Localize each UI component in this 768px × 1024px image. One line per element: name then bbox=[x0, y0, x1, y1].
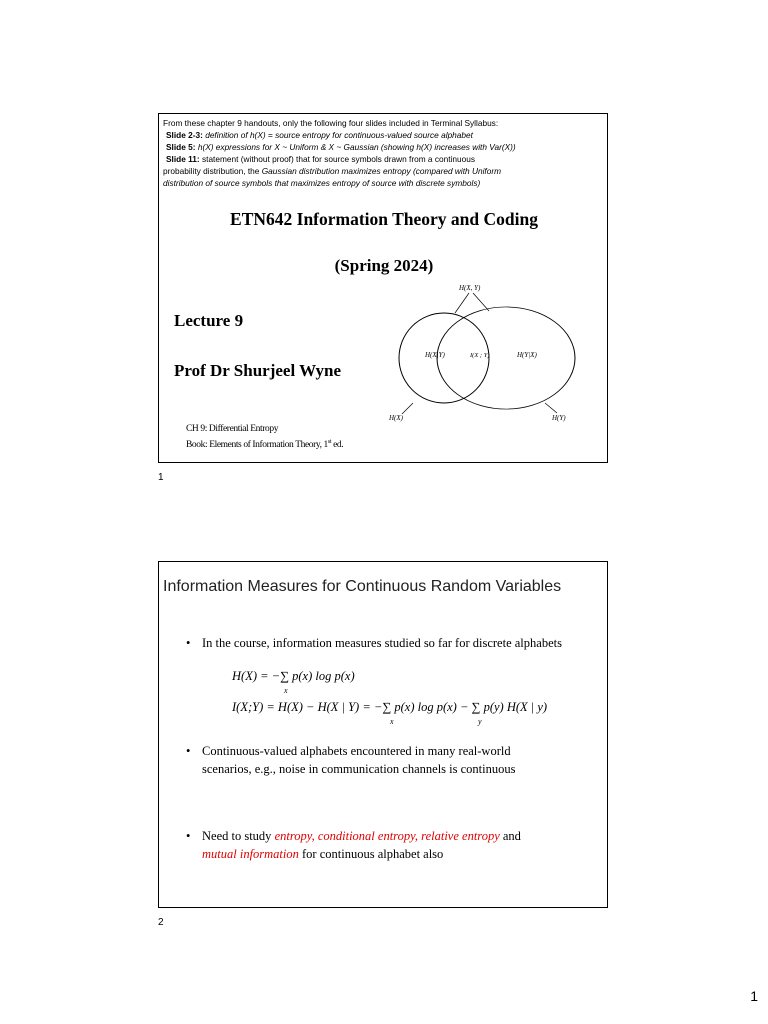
venn-circle-y bbox=[437, 307, 575, 409]
venn-diagram bbox=[389, 281, 589, 426]
note-item-3: Slide 11: statement (without proof) that for source symbols drawn from a continuous bbox=[166, 154, 475, 164]
slide-2: Information Measures for Continuous Random Variables • In the course, information measures studied so far for discrete alphabets H(X) = −∑ p(x) log p(x) x I(X;Y) = H(X) − H(X | Y) = −∑ p(x) log p(x) − ∑ p(y) H(X | y) x y • Continuous-valued alphabets encountered in many real-world scenarios, e.g., noise in communication channels is continuous • Need to study entropy, conditional entropy, relative entropy and mutual information for continuous alphabet also bbox=[158, 561, 608, 908]
note-item-1: Slide 2-3: definition of h(X) = source entropy for continuous-valued source alphabet bbox=[166, 130, 473, 140]
venn-label-left: H(X|Y) bbox=[425, 351, 445, 359]
chapter-line: CH 9: Differential Entropy bbox=[186, 424, 279, 434]
venn-arrow-hy bbox=[545, 403, 557, 413]
syllabus-note bbox=[163, 117, 603, 189]
note-item-3-line-2: probability distribution, the Gaussian distribution maximizes entropy (compared with Uniform bbox=[163, 166, 502, 176]
venn-arrow-right bbox=[473, 293, 489, 311]
professor-name: Prof Dr Shurjeel Wyne bbox=[174, 361, 341, 380]
emphasis-mutual-information: mutual information bbox=[202, 847, 299, 861]
emphasis-entropy-terms: entropy, conditional entropy, relative entropy bbox=[274, 829, 500, 843]
venn-label-hx: H(X) bbox=[389, 414, 403, 422]
note-line-1: From these chapter 9 handouts, only the following four slides included in Terminal Syllabus: bbox=[163, 118, 499, 128]
venn-label-hy: H(Y) bbox=[552, 414, 566, 422]
page-number: 1 bbox=[750, 988, 758, 1004]
venn-label-middle: I(X ; Y) bbox=[470, 352, 490, 359]
chapter-reference bbox=[186, 423, 343, 452]
semester: (Spring 2024) bbox=[334, 256, 434, 275]
venn-arrow-hx bbox=[402, 403, 413, 414]
venn-label-joint: H(X, Y) bbox=[459, 284, 481, 292]
equation-mi-subscript-y: y bbox=[478, 717, 482, 726]
slide-1 bbox=[158, 113, 608, 463]
venn-arrow-left bbox=[455, 293, 469, 313]
slide-2-number: 2 bbox=[158, 917, 164, 928]
lecture-number: Lecture 9 bbox=[174, 311, 244, 330]
note-item-2: Slide 5: h(X) expressions for X ~ Uniform & X ~ Gaussian (showing h(X) increases with Var(X)) bbox=[166, 142, 516, 152]
slide-1-number: 1 bbox=[158, 472, 164, 483]
equation-mutual-information: I(X;Y) = H(X) − H(X | Y) = −∑ p(x) log p(x) − ∑ p(y) H(X | y) bbox=[232, 700, 548, 714]
book-line: Book: Elements of Information Theory, 1st ed. bbox=[186, 439, 344, 451]
equation-entropy: H(X) = −∑ p(x) log p(x) bbox=[232, 669, 355, 683]
equation-entropy-subscript: x bbox=[284, 686, 288, 695]
note-item-3-line-3: distribution of source symbols that maximizes entropy of source with discrete symbols) bbox=[163, 178, 481, 188]
venn-label-right: H(Y|X) bbox=[517, 351, 537, 359]
course-title: ETN642 Information Theory and Coding bbox=[230, 209, 538, 229]
slide-2-title: Information Measures for Continuous Random Variables bbox=[163, 578, 562, 595]
equation-mi-subscript-x: x bbox=[390, 717, 394, 726]
